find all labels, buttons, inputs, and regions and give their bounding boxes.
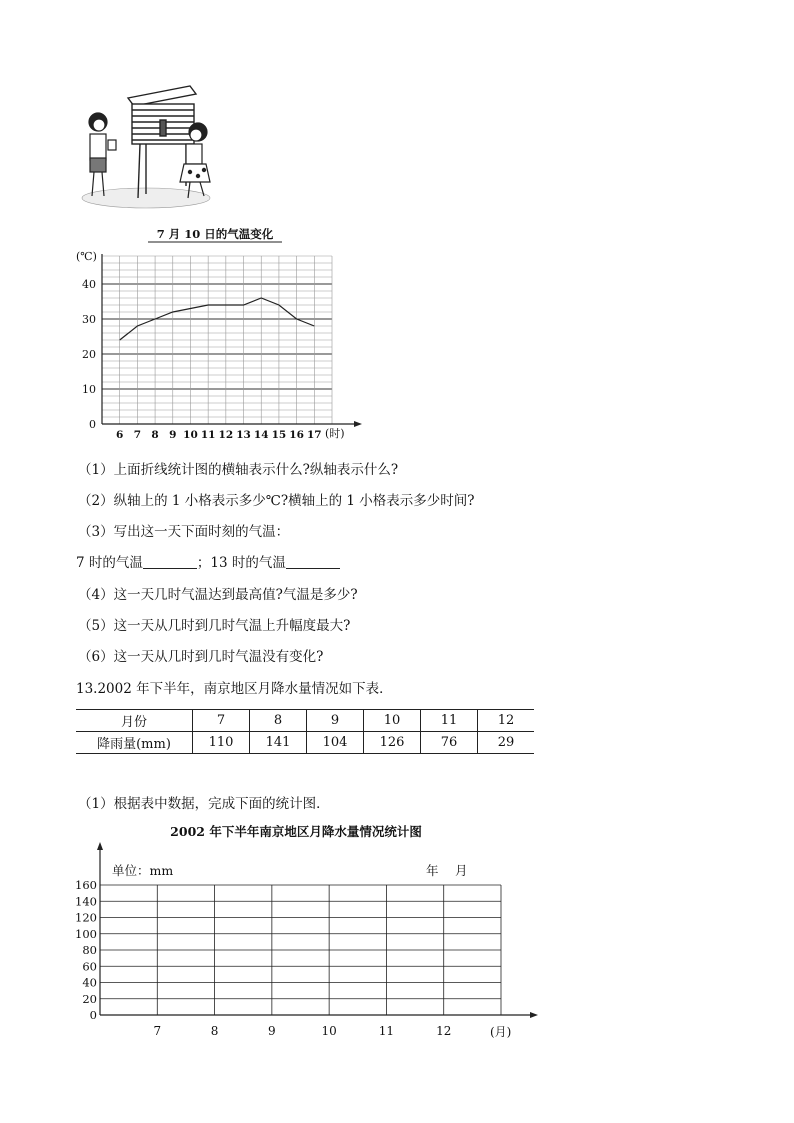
rain-chart-title: 2002 年下半年南京地区月降水量情况统计图 xyxy=(170,824,422,839)
table-cell: 29 xyxy=(478,732,535,754)
table-cell: 126 xyxy=(364,732,421,754)
temp-y-unit: (℃) xyxy=(76,250,97,263)
temp-x-tick-label: 6 xyxy=(116,429,124,441)
rain-y-tick-label: 20 xyxy=(82,991,97,1006)
rain-y-tick-label: 160 xyxy=(75,878,97,892)
table-cell: 7 xyxy=(193,710,250,732)
table-cell: 110 xyxy=(193,732,250,754)
table-cell: 9 xyxy=(307,710,364,732)
temp-x-tick-label: 16 xyxy=(289,429,304,441)
rain-y-tick-label: 0 xyxy=(89,1008,97,1022)
temp-x-tick-label: 13 xyxy=(236,429,251,441)
question-1: （1）上面折线统计图的横轴表示什么?纵轴表示什么? xyxy=(78,462,399,478)
temp-y-tick-label: 40 xyxy=(82,278,96,291)
rain-x-tick-label: 11 xyxy=(378,1024,395,1038)
rain-x-tick-label: 10 xyxy=(321,1024,337,1038)
question-6: （6）这一天从几时到几时气温没有变化? xyxy=(78,649,324,665)
question-5: （5）这一天从几时到几时气温上升幅度最大? xyxy=(78,618,351,634)
temp-y-tick-label: 30 xyxy=(82,313,96,326)
rain-x-axis-arrow xyxy=(530,1012,538,1018)
temp-x-tick-label: 11 xyxy=(200,429,216,441)
question-2: （2）纵轴上的 1 小格表示多少℃?横轴上的 1 小格表示多少时间? xyxy=(78,493,475,509)
table-cell: 11 xyxy=(421,710,478,732)
rain-date-label: 年 月 xyxy=(426,863,468,878)
rain-x-tick-label: 7 xyxy=(153,1024,162,1038)
question-4: （4）这一天几时气温达到最高值?气温是多少? xyxy=(78,587,358,603)
rainfall-blank-chart xyxy=(60,820,550,1045)
temp-x-tick-label: 7 xyxy=(133,429,142,441)
q3-label-13h: ；13 时的气温 xyxy=(196,555,286,571)
rain-x-tick-label: 12 xyxy=(436,1024,452,1038)
table-cell: 141 xyxy=(250,732,307,754)
table-cell: 10 xyxy=(364,710,421,732)
rain-y-tick-label: 140 xyxy=(75,894,97,909)
temp-x-tick-label: 9 xyxy=(169,429,177,441)
question-3: （3）写出这一天下面时刻的气温： xyxy=(78,524,290,540)
table-cell: 104 xyxy=(307,732,364,754)
q3-label-7h: 7 时的气温 xyxy=(76,555,143,571)
table-header-rainfall: 降雨量(mm) xyxy=(76,732,193,754)
rain-y-tick-label: 120 xyxy=(75,910,97,925)
children-weather-station-illustration xyxy=(74,80,224,210)
temp-x-tick-label: 15 xyxy=(271,429,287,441)
rainfall-table xyxy=(76,709,534,754)
table-cell: 76 xyxy=(421,732,478,754)
temp-y-tick-label: 10 xyxy=(82,383,96,396)
temp-x-unit: (时) xyxy=(325,427,345,440)
temp-x-tick-label: 14 xyxy=(253,429,269,441)
temperature-line-chart xyxy=(70,222,370,446)
rain-y-tick-label: 100 xyxy=(75,926,97,941)
temp-x-tick-label: 17 xyxy=(306,429,322,441)
rain-unit-label: 单位：mm xyxy=(112,863,174,878)
answer-blank-13h[interactable] xyxy=(286,554,340,569)
temp-chart-title: 7 月 10 日的气温变化 xyxy=(156,227,274,241)
table-row xyxy=(76,732,534,754)
rain-y-tick-label: 40 xyxy=(82,975,97,990)
temp-x-tick-label: 12 xyxy=(218,429,234,441)
temp-y-tick-label: 20 xyxy=(82,348,96,361)
sub-question-1: （1）根据表中数据，完成下面的统计图． xyxy=(78,796,330,812)
table-cell: 8 xyxy=(250,710,307,732)
rain-y-axis-arrow xyxy=(97,842,103,850)
table-header-month: 月份 xyxy=(76,710,193,732)
rain-y-tick-label: 80 xyxy=(82,943,97,957)
temp-y-tick-label: 0 xyxy=(89,418,96,431)
answer-blank-7h[interactable] xyxy=(143,554,197,569)
rain-x-unit: (月) xyxy=(490,1025,512,1039)
table-cell: 12 xyxy=(478,710,535,732)
temp-x-tick-label: 10 xyxy=(183,429,198,441)
temp-x-tick-label: 8 xyxy=(151,429,159,441)
temp-x-axis-arrow xyxy=(354,421,362,427)
table-row xyxy=(76,710,534,732)
rain-y-tick-label: 60 xyxy=(82,959,97,974)
question-3-answers xyxy=(76,551,340,571)
rain-x-tick-label: 8 xyxy=(210,1024,219,1038)
problem-13: 13.2002 年下半年，南京地区月降水量情况如下表． xyxy=(76,681,393,697)
rain-x-tick-label: 9 xyxy=(268,1024,276,1038)
